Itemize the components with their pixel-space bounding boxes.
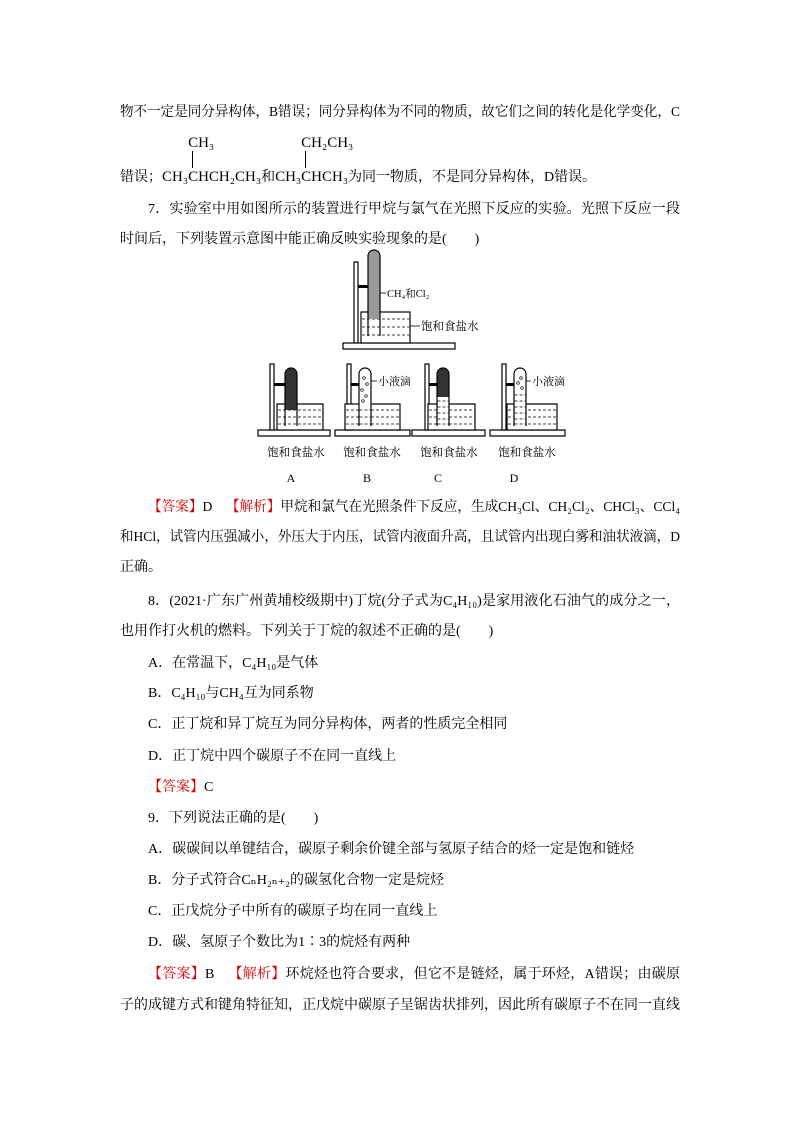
option-a-apparatus bbox=[258, 364, 330, 485]
liquid-label: 饱和食盐水 bbox=[343, 447, 401, 459]
q6-analysis-line-2 bbox=[120, 135, 597, 187]
droplet-label: 小液滴 bbox=[532, 376, 565, 388]
clamp bbox=[429, 383, 437, 386]
q7-answer-line bbox=[148, 498, 681, 518]
formula2-carbon: C bbox=[301, 169, 312, 185]
clamp bbox=[358, 285, 368, 288]
q7-stem-line-2: 时间后，下列装置示意图中能正确反映实验现象的是( ) bbox=[120, 232, 480, 247]
gas-label: CH₄和Cl₂ bbox=[387, 289, 430, 300]
q9-option-c: C．正戊烷分子中所有的碳原子均在同一直线上 bbox=[148, 904, 438, 919]
tube-gas bbox=[369, 251, 380, 320]
analysis-tag: 【解析】 bbox=[228, 967, 286, 982]
formula1-branch-carbon bbox=[188, 135, 215, 187]
stand-base bbox=[335, 430, 410, 436]
analysis-tag: 【解析】 bbox=[225, 500, 281, 515]
q8-option-c: C．正丁烷和异丁烷互为同分异构体，两者的性质完全相同 bbox=[148, 717, 508, 732]
q7-apparatus-figure bbox=[250, 240, 580, 490]
q6-analysis-line-1: 物不一定是同分异构体，B错误；同分异构体为不同的物质，故它们之间的转化是化学变化，C bbox=[120, 105, 680, 120]
tube-gas bbox=[438, 369, 449, 398]
clamp bbox=[274, 383, 285, 386]
q9-option-a: A．碳碳间以单键结合，碳原子剩余价键全部与氢原子结合的烃一定是饱和链烃 bbox=[148, 842, 635, 857]
q7-analysis-line-3: 正确。 bbox=[120, 560, 162, 575]
formula2-branch-group: CH₂CH₃ bbox=[301, 135, 354, 151]
liquid-label: 饱和食盐水 bbox=[420, 447, 478, 459]
stand-rod bbox=[502, 364, 506, 430]
structural-formula-1 bbox=[162, 135, 262, 185]
formula1-left: CH₃ bbox=[162, 169, 189, 185]
liquid-label: 饱和食盐水 bbox=[267, 447, 325, 459]
formula1-branch-group: CH₃ bbox=[188, 135, 215, 151]
stand-base bbox=[490, 430, 565, 436]
analysis-text: 甲烷和氯气在光照条件下反应，生成CH₃Cl、CH₂Cl₂、CHCl₃、CCl₄ bbox=[280, 500, 681, 515]
option-c-apparatus bbox=[412, 364, 485, 485]
liquid-label: 饱和食盐水 bbox=[421, 321, 479, 333]
answer-value: D bbox=[202, 500, 213, 515]
clamp bbox=[351, 383, 359, 386]
option-b-apparatus bbox=[335, 364, 411, 485]
q7-stem-line-1: 7．实验室中用如图所示的装置进行甲烷与氯气在光照下反应的实验。光照下反应一段 bbox=[148, 202, 680, 217]
answer-value: C bbox=[204, 780, 214, 795]
liquid-label: 饱和食盐水 bbox=[498, 447, 556, 459]
q9-analysis-line-2: 子的成键方式和键角特征知，正戊烷中碳原子呈锯齿状排列，因此所有碳原子不在同一直线 bbox=[120, 998, 680, 1013]
option-letter: B bbox=[362, 471, 372, 485]
formula-connector: 和 bbox=[261, 170, 276, 185]
q6-line2-suffix: 为同一物质，不是同分异构体，D错误。 bbox=[348, 170, 597, 185]
answer-value: B bbox=[204, 967, 215, 982]
answer-tag: 【答案】 bbox=[148, 967, 205, 982]
q9-stem: 9．下列说法正确的是( ) bbox=[148, 811, 319, 826]
formula1-right: HCH₂CH₃ bbox=[198, 169, 262, 185]
droplet-label: 小液滴 bbox=[378, 376, 411, 388]
q8-option-d: D．正丁烷中四个碳原子不在同一直线上 bbox=[148, 749, 397, 764]
answer-tag: 【答案】 bbox=[148, 500, 203, 515]
stand-base bbox=[258, 430, 330, 436]
q8-option-b: B．C₄H₁₀与CH₄互为同系物 bbox=[148, 686, 314, 701]
setup-apparatus bbox=[343, 250, 479, 349]
q8-stem-line-2: 也用作打火机的燃料。下列关于丁烷的叙述不正确的是( ) bbox=[120, 624, 494, 639]
q9-answer-line bbox=[148, 965, 680, 985]
stand-rod bbox=[270, 364, 274, 430]
q7-analysis-line-2: 和HCl，试管内压强减小，外压大于内压，试管内液面升高，且试管内出现白雾和油状液滴，D bbox=[120, 530, 680, 545]
formula1-carbon: C bbox=[188, 169, 199, 185]
q8-option-a: A．在常温下，C₄H₁₀是气体 bbox=[148, 656, 319, 671]
analysis-text: 环烷烃也符合要求，但它不是链烃，属于环烃，A错误；由碳原 bbox=[285, 967, 681, 982]
formula2-bond-line bbox=[305, 151, 306, 168]
option-letter: C bbox=[433, 471, 443, 485]
option-letter: A bbox=[286, 471, 296, 485]
answer-tag: 【答案】 bbox=[148, 780, 204, 795]
q8-answer-line bbox=[148, 778, 213, 798]
clamp bbox=[506, 383, 514, 386]
formula1-bond-line bbox=[192, 151, 193, 168]
option-letter: D bbox=[509, 471, 519, 485]
stand-rod bbox=[354, 262, 358, 343]
formula2-left: CH₃ bbox=[275, 169, 302, 185]
option-d-apparatus bbox=[490, 364, 565, 485]
stand-base bbox=[343, 343, 455, 349]
tube-gas bbox=[286, 369, 297, 411]
stand-base bbox=[412, 430, 485, 436]
formula2-right: HCH₃ bbox=[311, 169, 349, 185]
q6-line2-prefix: 错误； bbox=[120, 170, 162, 185]
q8-stem-line-1: 8．(2021·广东广州黄埔校级期中)丁烷(分子式为C₄H₁₀)是家用液化石油气的成分之一， bbox=[148, 594, 680, 609]
q9-option-d: D．碳、氢原子个数比为1∶3的烷烃有两种 bbox=[148, 935, 411, 950]
q9-option-b: B．分子式符合CₙH₂ₙ₊₂的碳氢化合物一定是烷烃 bbox=[148, 873, 445, 888]
structural-formula-2 bbox=[275, 135, 354, 185]
